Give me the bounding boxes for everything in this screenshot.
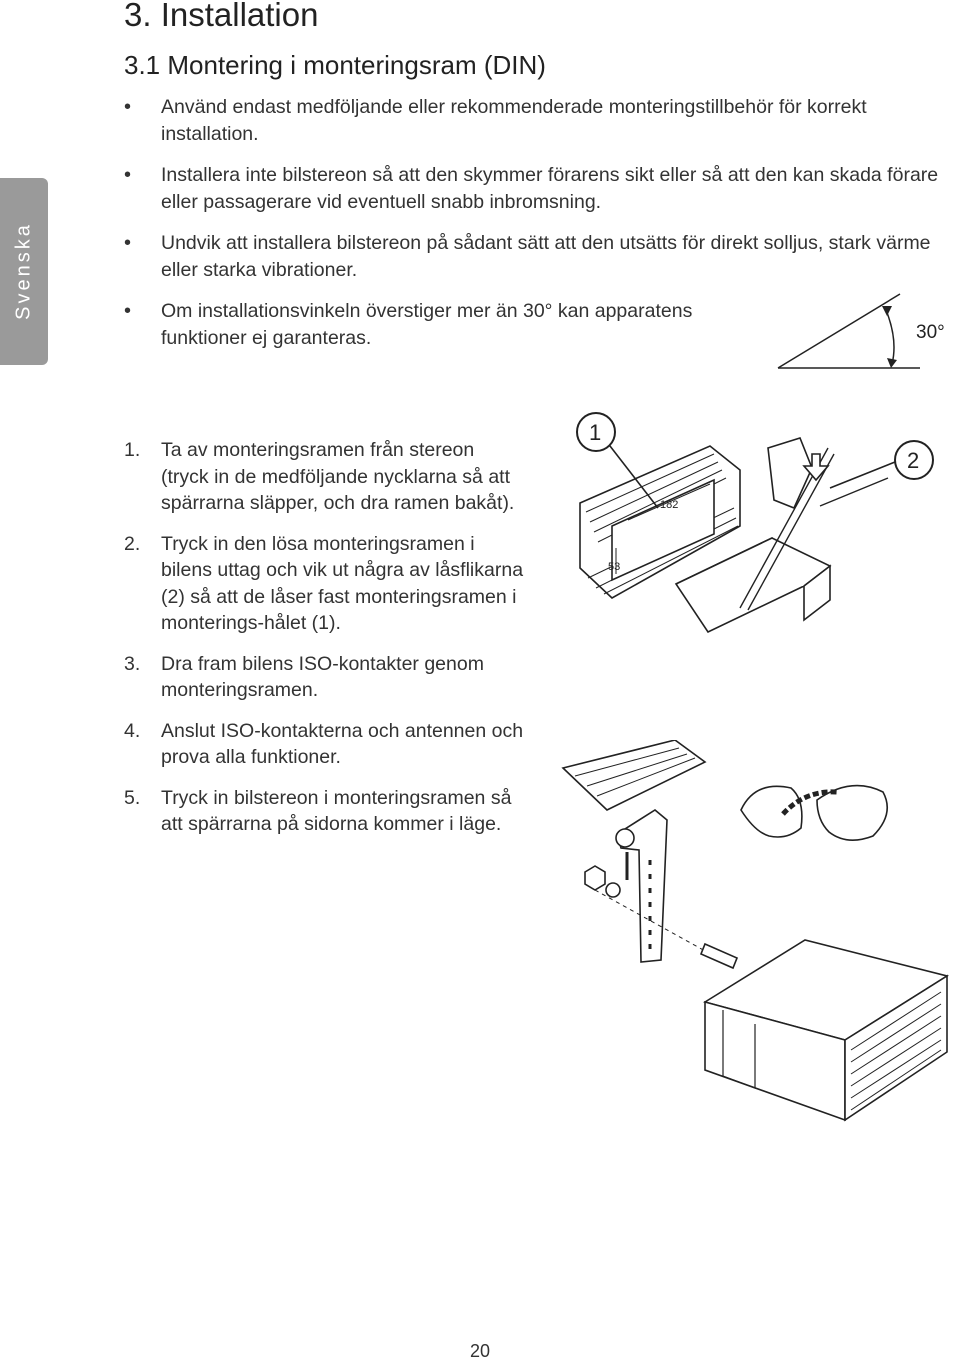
step-text: Anslut ISO-kontakterna och antennen och prova alla funktioner. xyxy=(161,719,524,768)
nut xyxy=(585,866,605,890)
lock-tab-wall xyxy=(820,478,888,506)
step-text: Ta av monteringsramen från stereon (tryck in de medföljande nycklarna så att spärrarna släpper, och dra ramen bakåt). xyxy=(161,439,515,514)
washer xyxy=(616,829,634,847)
angle-slope-line xyxy=(778,294,900,368)
washer-2 xyxy=(606,883,620,897)
language-side-tab xyxy=(0,178,48,365)
angle-arrow-bottom xyxy=(887,358,897,368)
height-dimension-label: 53 xyxy=(608,561,621,573)
list-item: • Om installationsvinkeln överstiger mer än 30° kan apparatens funktioner ej garanteras. xyxy=(124,298,751,352)
list-item: • Undvik att installera bilstereon på sådant sätt att den utsätts för direkt solljus, stark värme eller starka vibrationer. xyxy=(124,230,944,284)
stereo-insertion-illustration xyxy=(555,740,955,1140)
step-number: 2. xyxy=(124,532,141,555)
installation-angle-diagram xyxy=(776,290,956,380)
lock-tab-detail xyxy=(768,438,812,508)
page-number: 20 xyxy=(469,1341,491,1361)
installation-steps xyxy=(124,437,524,852)
width-dimension-label: 182 xyxy=(660,499,679,511)
dashboard-edge xyxy=(563,740,705,810)
step-text: Tryck in bilstereon i monteringsramen så att spärrarna på sidorna kommer i läge. xyxy=(161,786,512,835)
list-item xyxy=(124,785,524,838)
callout-1-label: 1 xyxy=(589,420,602,445)
list-item: • Installera inte bilstereon så att den skymmer förarens sikt eller så att den kan skada förare eller passagerare vid eventuell snabb inbromsning. xyxy=(124,162,944,216)
list-item xyxy=(124,531,524,637)
step-number: 4. xyxy=(124,719,141,742)
section-title: 3.1 Montering i monteringsram (DIN) xyxy=(124,50,546,80)
step-text: Tryck in den lösa monteringsramen i bilens uttag och vik ut några av låsflikarna (2) så att de låser fast monteringsramen i monterings-hålet (1). xyxy=(161,532,524,634)
step-number: 3. xyxy=(124,652,141,675)
angle-arrow-top xyxy=(882,306,892,316)
list-item xyxy=(124,651,524,704)
step-text: Dra fram bilens ISO-kontakter genom monteringsramen. xyxy=(161,652,484,701)
page-title: 3. Installation xyxy=(124,0,319,33)
language-label: Svenska xyxy=(12,222,35,320)
angle-arc xyxy=(886,310,894,364)
list-item: • Använd endast medföljande eller rekommenderade monteringstillbehör för korrekt installation. xyxy=(124,94,944,148)
mounting-frame-illustration xyxy=(568,408,948,633)
threaded-bolt xyxy=(701,944,737,968)
list-item xyxy=(124,437,524,517)
callout-2-leader xyxy=(830,462,895,488)
list-item xyxy=(124,718,524,771)
angle-label: 30° xyxy=(916,322,945,343)
step-number: 5. xyxy=(124,786,141,809)
callout-2-label: 2 xyxy=(907,448,920,473)
step-number: 1. xyxy=(124,439,141,461)
